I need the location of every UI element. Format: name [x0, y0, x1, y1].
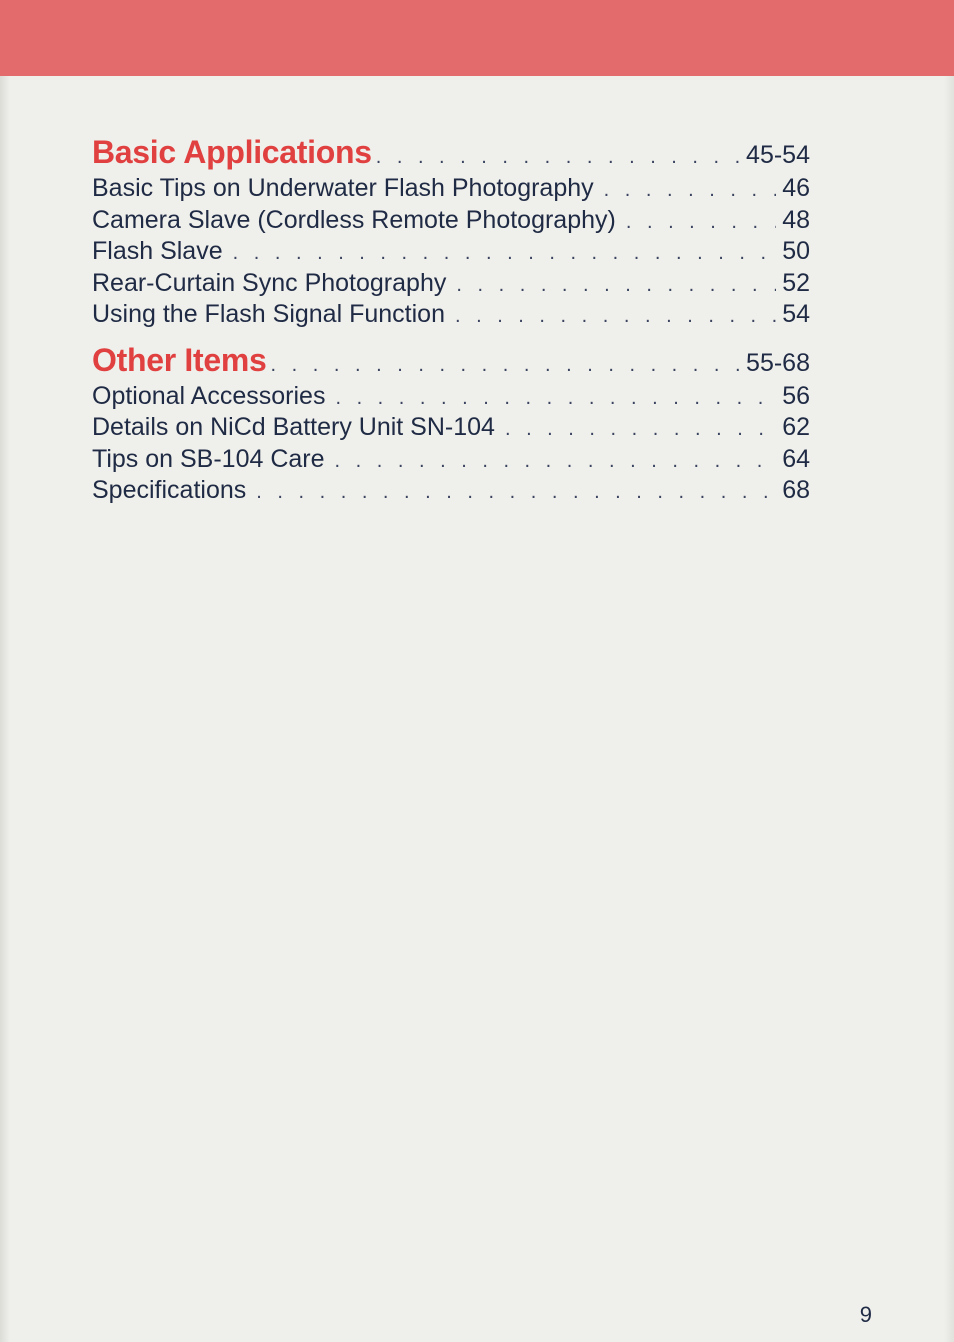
leader-dots — [505, 418, 776, 441]
toc-entry[interactable] — [92, 300, 810, 332]
toc-entry[interactable] — [92, 445, 810, 477]
toc-entry[interactable] — [92, 237, 810, 269]
toc-entry-page: 48 — [782, 205, 810, 234]
leader-dots — [376, 146, 740, 169]
toc-section-basic-applications — [92, 134, 810, 332]
section-heading: Other Items — [92, 341, 267, 378]
leader-dots — [456, 274, 776, 297]
toc-section-other-items — [92, 342, 810, 508]
leader-dots — [626, 211, 776, 234]
toc-entry[interactable] — [92, 174, 810, 206]
table-of-contents — [92, 134, 810, 518]
toc-entry-page: 56 — [782, 381, 810, 410]
leader-dots — [271, 354, 741, 377]
leader-dots — [335, 387, 776, 410]
toc-entry-label: Flash Slave — [92, 237, 223, 265]
toc-entry-label: Specifications — [92, 476, 247, 504]
leader-dots — [233, 242, 777, 265]
leader-dots — [335, 450, 777, 473]
toc-entry-page: 64 — [782, 444, 810, 473]
toc-entry-page: 68 — [782, 476, 810, 504]
toc-entry-label: Using the Flash Signal Function — [92, 300, 445, 328]
toc-entry-page: 54 — [782, 300, 810, 328]
section-heading-row[interactable] — [92, 342, 810, 382]
leader-dots — [455, 305, 776, 328]
section-heading-row[interactable] — [92, 134, 810, 174]
toc-entry[interactable] — [92, 206, 810, 238]
toc-entry[interactable] — [92, 269, 810, 301]
toc-entry-label: Rear-Curtain Sync Photography — [92, 268, 447, 297]
toc-entry-label: Optional Accessories — [92, 381, 326, 410]
toc-entry-label: Basic Tips on Underwater Flash Photography — [92, 174, 594, 202]
leader-dots — [604, 179, 777, 202]
toc-entry-label: Details on NiCd Battery Unit SN-104 — [92, 413, 495, 441]
top-color-band — [0, 0, 954, 76]
toc-entry-page: 62 — [782, 413, 810, 441]
toc-entry-page: 50 — [782, 237, 810, 265]
section-page-range: 45-54 — [746, 141, 810, 169]
toc-entry-label: Camera Slave (Cordless Remote Photography) — [92, 205, 616, 234]
toc-entry-page: 52 — [782, 268, 810, 297]
section-page-range: 55-68 — [746, 348, 810, 377]
section-heading: Basic Applications — [92, 134, 372, 170]
toc-entry-label: Tips on SB-104 Care — [92, 444, 325, 473]
page-number: 9 — [859, 1302, 872, 1327]
toc-entry[interactable] — [92, 382, 810, 414]
toc-entry[interactable] — [92, 413, 810, 445]
toc-entry[interactable] — [92, 476, 810, 508]
toc-entry-page: 46 — [782, 174, 810, 202]
leader-dots — [256, 481, 776, 504]
